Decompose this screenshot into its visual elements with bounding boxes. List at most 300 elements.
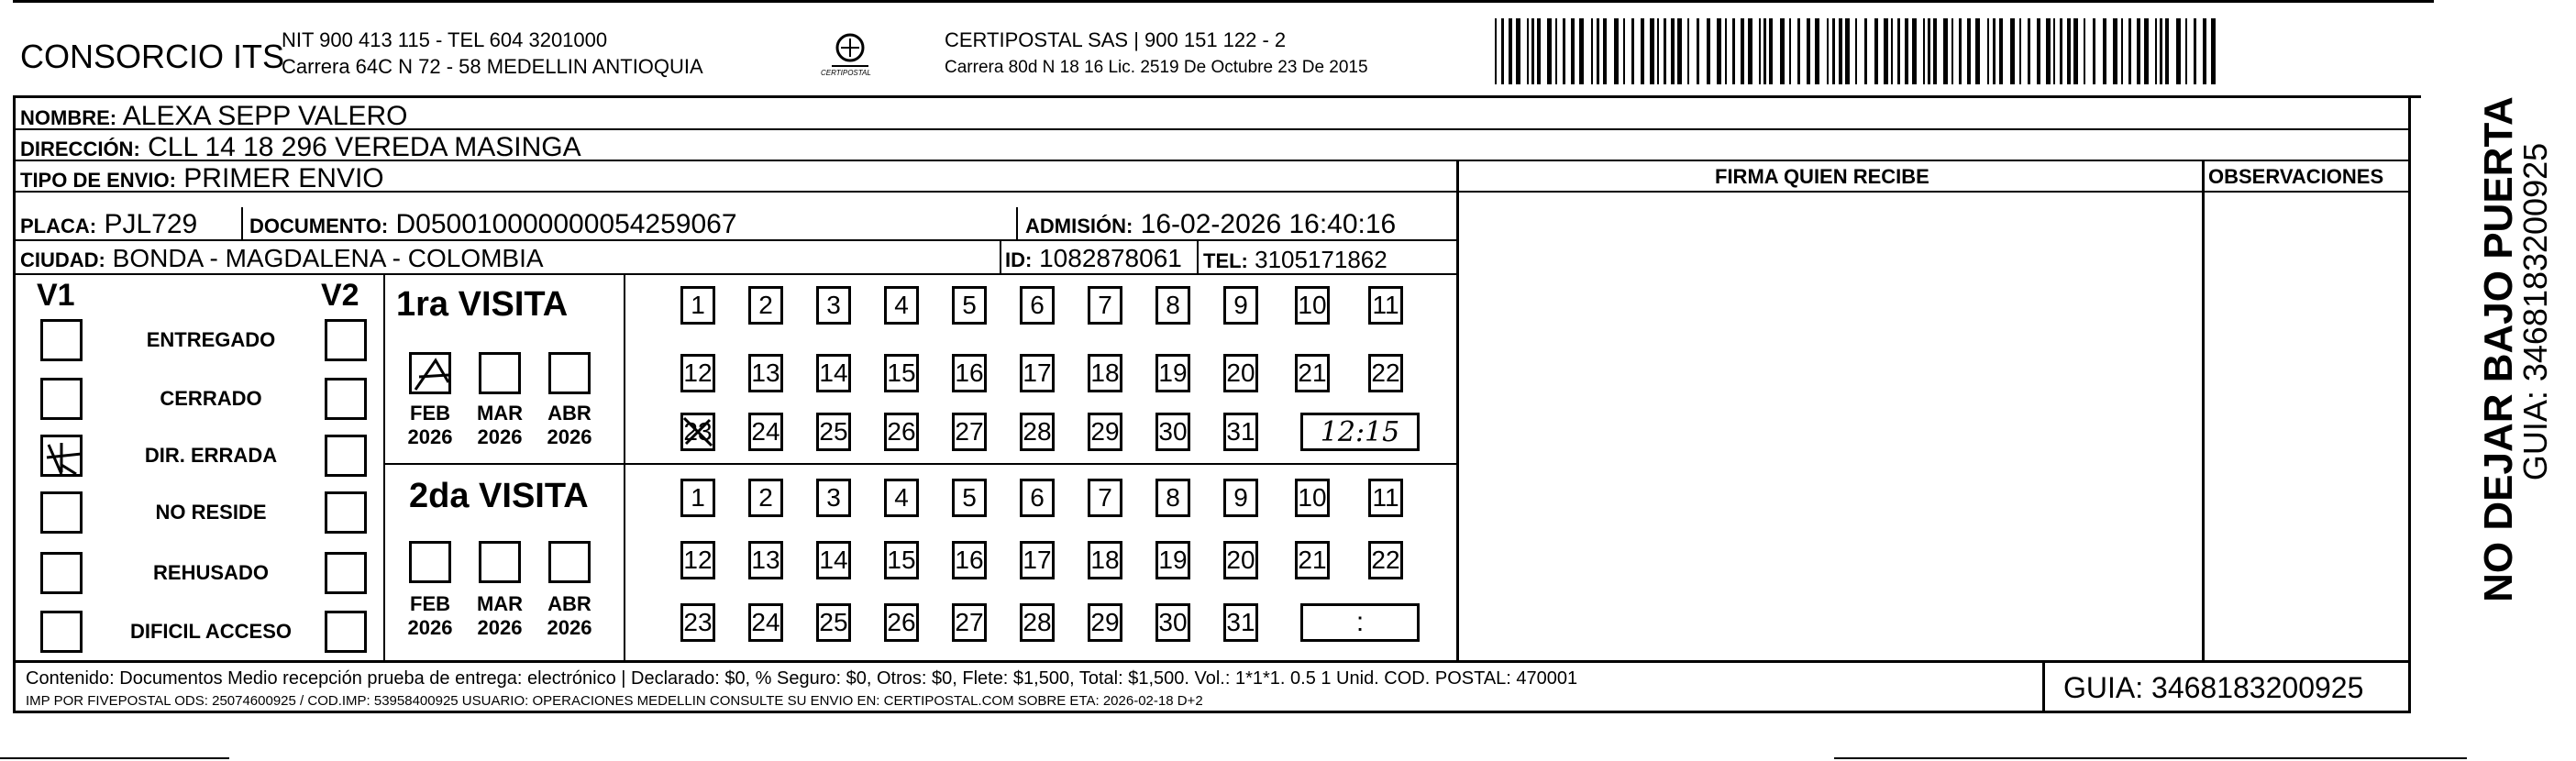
barcode-bar (1874, 18, 1878, 84)
barcode-bar (2103, 18, 2106, 84)
barcode-bar (1891, 18, 1893, 84)
day-number: 21 (1298, 358, 1327, 387)
status-label: CERRADO (160, 387, 262, 410)
footer-content-line: Contenido: Documentos Medio recepción prueba de entrega: electrónico | Declarado: $0, % Seguro: $0, Otros: $0, Flete: $1,500, Total: $1,500. Vol.: 1*1*1. 0.5 1 Unid. COD. POSTAL: 470001 (26, 668, 1578, 689)
barcode-bar (2053, 18, 2055, 84)
day-number: 17 (1023, 546, 1052, 574)
day-checkbox[interactable] (680, 541, 715, 579)
day-number: 27 (955, 608, 984, 636)
barcode-bar (2137, 18, 2140, 84)
year-label: 2026 (477, 616, 523, 639)
month-label: FEB (410, 592, 450, 615)
day-number: 11 (1372, 483, 1399, 512)
admision-field (1025, 211, 1396, 238)
second-visit-title: 2da VISITA (409, 477, 589, 515)
barcode-bar (1547, 18, 1552, 84)
day-number: 12 (683, 358, 713, 387)
admision-value: 16-02-2026 16:40:16 (1140, 209, 1397, 239)
observaciones-header: OBSERVACIONES (2208, 165, 2384, 188)
barcode-bar (1671, 18, 1675, 84)
day-number: 30 (1158, 417, 1188, 446)
day-number: 12 (683, 546, 713, 574)
barcode-bar (1987, 18, 1989, 84)
day-number: 6 (1030, 291, 1045, 319)
year-label: 2026 (547, 616, 592, 639)
month-label: ABR (547, 592, 591, 615)
barcode-bar (1501, 18, 1504, 84)
day-number: 19 (1158, 546, 1188, 574)
barcode-bar (1591, 18, 1593, 84)
day-checkbox[interactable] (680, 479, 715, 517)
barcode-bar (1967, 18, 1971, 84)
year-label: 2026 (477, 425, 523, 448)
day-checkbox[interactable] (816, 413, 851, 451)
barcode-bar (1763, 18, 1766, 84)
day-checkbox[interactable] (1295, 286, 1330, 325)
barcode-bar (1732, 18, 1735, 84)
barcode-bar (2165, 18, 2169, 84)
day-checkbox[interactable] (884, 603, 919, 642)
day-checkbox[interactable] (884, 354, 919, 392)
day-checkbox[interactable] (1088, 479, 1122, 517)
carrier-info-line2: Carrera 80d N 18 16 Lic. 2519 De Octubre 23 De 2015 (945, 58, 1368, 77)
day-checkbox[interactable] (680, 354, 715, 392)
barcode-bar (1789, 18, 1791, 84)
barcode-bar (2155, 18, 2157, 84)
day-number: 16 (955, 546, 984, 574)
day-checkbox[interactable] (748, 479, 783, 517)
tipo-envio-label: TIPO DE ENVIO: (20, 169, 176, 192)
barcode-bar (2144, 18, 2149, 84)
day-number: 29 (1090, 608, 1120, 636)
barcode-bar (1725, 18, 1727, 84)
barcode-bar (2093, 18, 2095, 84)
company-info-line2: Carrera 64C N 72 - 58 MEDELLIN ANTIOQUIA (282, 55, 703, 78)
day-checkbox[interactable] (1368, 479, 1403, 517)
status-label: DIFICIL ACCESO (129, 620, 292, 643)
barcode-bar (2128, 18, 2131, 84)
id-field (1005, 246, 1182, 271)
check-mark-icon (43, 437, 85, 480)
barcode-bar (1832, 18, 1835, 84)
barcode-bar (1905, 18, 1908, 84)
day-number: 9 (1233, 483, 1248, 512)
barcode-bar (1759, 18, 1761, 84)
day-checkbox[interactable] (816, 479, 851, 517)
direccion-value: CLL 14 18 296 VEREDA MASINGA (148, 132, 581, 162)
barcode-bar (1717, 18, 1721, 84)
month-label: MAR (476, 592, 524, 615)
day-checkbox[interactable] (1155, 413, 1190, 451)
day-checkbox[interactable] (748, 603, 783, 642)
barcode-bar (1827, 18, 1829, 84)
barcode-bar (1959, 18, 1962, 84)
day-checkbox[interactable] (952, 286, 987, 325)
v1-checkbox[interactable] (40, 552, 83, 594)
first-visit-title: 1ra VISITA (396, 285, 569, 324)
day-number: 23 (683, 608, 713, 636)
barcode-bar (1531, 18, 1534, 84)
barcode-bar (1527, 18, 1529, 84)
barcode-bar (1677, 18, 1682, 84)
day-checkbox[interactable] (1020, 541, 1055, 579)
day-checkbox[interactable] (1368, 541, 1403, 579)
placa-field (20, 211, 197, 238)
barcode-bar (1631, 18, 1634, 84)
barcode-bar (1657, 18, 1659, 84)
status-label: REHUSADO (153, 561, 269, 584)
barcode-bar (1555, 18, 1557, 84)
barcode-bar (2211, 18, 2216, 84)
day-checkbox[interactable] (952, 354, 987, 392)
day-checkbox[interactable] (1295, 541, 1330, 579)
day-number: 17 (1023, 358, 1052, 387)
day-checkbox[interactable] (1088, 603, 1122, 642)
day-number: 30 (1158, 608, 1188, 636)
tel-value: 3105171862 (1255, 246, 1388, 273)
day-number: 28 (1023, 417, 1052, 446)
day-checkbox[interactable] (748, 354, 783, 392)
day-number: 18 (1090, 546, 1120, 574)
direccion-field (20, 134, 581, 161)
barcode-bar (2073, 18, 2078, 84)
barcode-bar (2160, 18, 2162, 84)
v2-checkbox[interactable] (325, 319, 367, 361)
barcode-bar (1923, 18, 1925, 84)
tipo-envio-value: PRIMER ENVIO (183, 163, 384, 193)
day-checkbox[interactable] (1088, 286, 1122, 325)
barcode-bar (2046, 18, 2051, 84)
side-guia-text: GUIA: 3468183200925 (2516, 142, 2554, 481)
day-number: 1 (691, 483, 705, 512)
day-checkbox[interactable] (884, 479, 919, 517)
documento-label: DOCUMENTO: (249, 215, 389, 237)
barcode-bar (1797, 18, 1800, 84)
barcode-bar (1571, 18, 1575, 84)
barcode-bar (1780, 18, 1785, 84)
barcode-bar (1579, 18, 1584, 84)
barcode-bar (1845, 18, 1850, 84)
day-number: 23 (683, 417, 713, 446)
day-number: 24 (751, 417, 780, 446)
day-checkbox[interactable] (884, 413, 919, 451)
barcode-bar (2176, 18, 2181, 84)
day-checkbox[interactable] (1295, 354, 1330, 392)
day-number: 18 (1090, 358, 1120, 387)
firma-header: FIRMA QUIEN RECIBE (1715, 165, 1929, 188)
barcode-bar (1641, 18, 1644, 84)
v1-checkbox[interactable] (40, 319, 83, 361)
barcode-bar (1509, 18, 1512, 84)
barcode-bar (1933, 18, 1937, 84)
day-checkbox[interactable] (1368, 286, 1403, 325)
day-checkbox[interactable] (680, 413, 715, 451)
day-checkbox[interactable] (1155, 541, 1190, 579)
month-checkbox[interactable] (479, 541, 521, 583)
month-checkbox[interactable] (548, 352, 591, 394)
no-dejar-text: NO DEJAR BAJO PUERTA (2476, 96, 2521, 602)
placa-label: PLACA: (20, 215, 97, 237)
day-checkbox[interactable] (1088, 541, 1122, 579)
documento-value: D050010000000054259067 (395, 209, 737, 239)
day-number: 14 (819, 546, 848, 574)
day-checkbox[interactable] (884, 286, 919, 325)
barcode-bar (2121, 18, 2123, 84)
barcode-bar (1697, 18, 1699, 84)
id-label: ID: (1005, 248, 1033, 271)
day-checkbox[interactable] (1088, 354, 1122, 392)
barcode-bar (2113, 18, 2117, 84)
day-number: 27 (955, 417, 984, 446)
barcode-bar (1807, 18, 1810, 84)
tel-field (1203, 248, 1388, 271)
footer-guia: GUIA: 3468183200925 (2063, 671, 2364, 704)
day-number: 15 (887, 358, 916, 387)
day-checkbox[interactable] (1155, 354, 1190, 392)
status-label: DIR. ERRADA (144, 444, 278, 467)
barcode-bar (1864, 18, 1867, 84)
day-checkbox[interactable] (748, 413, 783, 451)
documento-field (249, 211, 737, 238)
v1-checkbox[interactable] (40, 491, 83, 534)
year-label: 2026 (547, 425, 592, 448)
placa-value: PJL729 (104, 209, 198, 239)
day-number: 22 (1371, 546, 1400, 574)
barcode-bar (1912, 18, 1917, 84)
day-checkbox[interactable] (1020, 413, 1055, 451)
day-checkbox[interactable] (1223, 479, 1258, 517)
day-number: 28 (1023, 608, 1052, 636)
day-number: 8 (1166, 483, 1180, 512)
v2-checkbox[interactable] (325, 378, 367, 420)
day-number: 25 (819, 608, 848, 636)
day-number: 4 (894, 483, 909, 512)
barcode-bar (2060, 18, 2062, 84)
day-checkbox[interactable] (1020, 286, 1055, 325)
day-number: 8 (1166, 291, 1180, 319)
day-checkbox[interactable] (816, 286, 851, 325)
day-number: 7 (1098, 483, 1112, 512)
barcode-bar (1597, 18, 1599, 84)
month-checkbox[interactable] (409, 352, 451, 394)
day-number: 10 (1298, 291, 1327, 319)
barcode-bar (1537, 18, 1541, 84)
month-checkbox[interactable] (548, 541, 591, 583)
day-number: 9 (1233, 291, 1248, 319)
barcode-bar (1650, 18, 1654, 84)
day-number: 13 (751, 546, 780, 574)
status-label: NO RESIDE (155, 501, 267, 524)
day-number: 3 (826, 291, 841, 319)
month-label: ABR (547, 402, 591, 425)
side-notice (2412, 95, 2572, 660)
day-checkbox[interactable] (952, 479, 987, 517)
nombre-value: ALEXA SEPP VALERO (122, 101, 408, 131)
v2-checkbox[interactable] (325, 552, 367, 594)
day-checkbox[interactable] (1223, 541, 1258, 579)
day-number: 7 (1098, 291, 1112, 319)
day-number: 31 (1226, 608, 1255, 636)
ciudad-value: BONDA - MAGDALENA - COLOMBIA (112, 244, 544, 272)
day-number: 1 (691, 291, 705, 319)
day-number: 6 (1030, 483, 1045, 512)
day-number: 26 (887, 417, 916, 446)
day-number: 22 (1371, 358, 1400, 387)
day-number: 25 (819, 417, 848, 446)
day-checkbox[interactable] (1223, 286, 1258, 325)
day-checkbox[interactable] (816, 354, 851, 392)
barcode-bar (1897, 18, 1900, 84)
year-label: 2026 (407, 425, 453, 448)
admision-label: ADMISIÓN: (1025, 215, 1133, 237)
nombre-field (20, 103, 408, 130)
day-checkbox[interactable] (816, 541, 851, 579)
day-number: 4 (894, 291, 909, 319)
day-checkbox[interactable] (816, 603, 851, 642)
barcode-bar (2067, 18, 2071, 84)
direccion-label: DIRECCIÓN: (20, 138, 140, 160)
barcode-bar (1928, 18, 1930, 84)
day-number: 20 (1226, 358, 1255, 387)
carrier-info-line1: CERTIPOSTAL SAS | 900 151 122 - 2 (945, 28, 1287, 51)
day-number: 19 (1158, 358, 1188, 387)
month-checkbox[interactable] (409, 541, 451, 583)
day-number: 14 (819, 358, 848, 387)
certipostal-logo (823, 29, 878, 84)
day-number: 15 (887, 546, 916, 574)
day-checkbox[interactable] (1020, 354, 1055, 392)
day-number: 2 (758, 483, 773, 512)
day-checkbox[interactable] (748, 286, 783, 325)
barcode-bar (1563, 18, 1565, 84)
day-number: 26 (887, 608, 916, 636)
v1-checkbox[interactable] (40, 611, 83, 653)
barcode-bar (1603, 18, 1607, 84)
nombre-label: NOMBRE: (20, 106, 117, 129)
barcode-bar (1623, 18, 1625, 84)
day-checkbox[interactable] (952, 603, 987, 642)
check-mark-icon (412, 355, 454, 397)
ciudad-field (20, 246, 544, 271)
tipo-envio-field (20, 165, 384, 193)
v2-checkbox[interactable] (325, 491, 367, 534)
barcode-bar (1951, 18, 1953, 84)
day-number: 13 (751, 358, 780, 387)
day-checkbox[interactable] (1368, 354, 1403, 392)
barcode-bar (1855, 18, 1857, 84)
day-checkbox[interactable] (1020, 603, 1055, 642)
barcode-bar (1815, 18, 1819, 84)
day-checkbox[interactable] (1295, 479, 1330, 517)
v2-header: V2 (321, 278, 359, 313)
status-label: ENTREGADO (146, 328, 276, 351)
day-checkbox[interactable] (1020, 479, 1055, 517)
barcode-bar (2185, 18, 2187, 84)
time-box[interactable]: 12:15 (1300, 413, 1420, 451)
day-checkbox[interactable] (748, 541, 783, 579)
barcode-bar (1999, 18, 2003, 84)
day-number: 10 (1298, 483, 1327, 512)
barcode-bar (1741, 18, 1744, 84)
barcode-bar (1884, 18, 1888, 84)
barcode-bar (1664, 18, 1666, 84)
day-number: 29 (1090, 417, 1120, 446)
barcode-bar (1839, 18, 1842, 84)
v1-checkbox[interactable] (40, 378, 83, 420)
year-label: 2026 (407, 616, 453, 639)
day-checkbox[interactable] (680, 286, 715, 325)
day-number: 24 (751, 608, 780, 636)
day-checkbox[interactable] (1223, 354, 1258, 392)
day-checkbox[interactable] (1155, 479, 1190, 517)
barcode-bar (1993, 18, 1996, 84)
v2-checkbox[interactable] (325, 435, 367, 477)
day-checkbox[interactable] (1155, 603, 1190, 642)
id-value: 1082878061 (1039, 244, 1182, 272)
day-checkbox[interactable] (952, 541, 987, 579)
day-number: 5 (962, 291, 977, 319)
barcode-bar (2203, 18, 2206, 84)
barcode-bar (1748, 18, 1752, 84)
day-number: 31 (1226, 417, 1255, 446)
barcode-bar (1943, 18, 1948, 84)
barcode-bar (2028, 18, 2030, 84)
barcode-bar (1495, 18, 1497, 84)
v2-checkbox[interactable] (325, 611, 367, 653)
ciudad-label: CIUDAD: (20, 248, 105, 271)
v1-checkbox[interactable] (40, 435, 83, 477)
barcode-bar (1707, 18, 1710, 84)
day-mark-icon (680, 413, 715, 451)
day-number: 2 (758, 291, 773, 319)
barcode-bar (2084, 18, 2085, 84)
company-name: CONSORCIO ITS (20, 38, 285, 75)
barcode-bar (1687, 18, 1689, 84)
month-checkbox[interactable] (479, 352, 521, 394)
day-checkbox[interactable] (680, 603, 715, 642)
day-number: 5 (962, 483, 977, 512)
day-checkbox[interactable] (1155, 286, 1190, 325)
day-number: 16 (955, 358, 984, 387)
month-label: MAR (476, 402, 524, 425)
v1-header: V1 (37, 278, 75, 313)
barcode-bar (1614, 18, 1619, 84)
barcode-bar (1516, 18, 1520, 84)
day-number: 20 (1226, 546, 1255, 574)
day-checkbox[interactable] (1223, 603, 1258, 642)
day-checkbox[interactable] (952, 413, 987, 451)
day-number: 11 (1372, 291, 1399, 319)
day-number: 3 (826, 483, 841, 512)
tel-label: TEL: (1203, 249, 1248, 272)
footer-imp-line: IMP POR FIVEPOSTAL ODS: 25074600925 / COD.IMP: 53958400925 USUARIO: OPERACIONES MEDELLIN CONSULTE SU ENVIO EN: CERTIPOSTAL.COM SOBRE ETA: 2026-02-18 D+2 (26, 693, 1203, 709)
time-box[interactable]: : (1300, 603, 1420, 642)
logo-text: CERTIPOSTAL (821, 69, 871, 77)
day-number: 21 (1298, 546, 1327, 574)
barcode-bar (2037, 18, 2040, 84)
day-checkbox[interactable] (1088, 413, 1122, 451)
barcode-bar (2194, 18, 2196, 84)
barcode-bar (2010, 18, 2015, 84)
company-info-line1: NIT 900 413 115 - TEL 604 3201000 (282, 28, 608, 51)
barcode-bar (2019, 18, 2021, 84)
month-label: FEB (410, 402, 450, 425)
day-checkbox[interactable] (884, 541, 919, 579)
barcode-bar (1769, 18, 1773, 84)
barcode-bar (1975, 18, 1980, 84)
day-checkbox[interactable] (1223, 413, 1258, 451)
barcode (1495, 0, 2224, 92)
